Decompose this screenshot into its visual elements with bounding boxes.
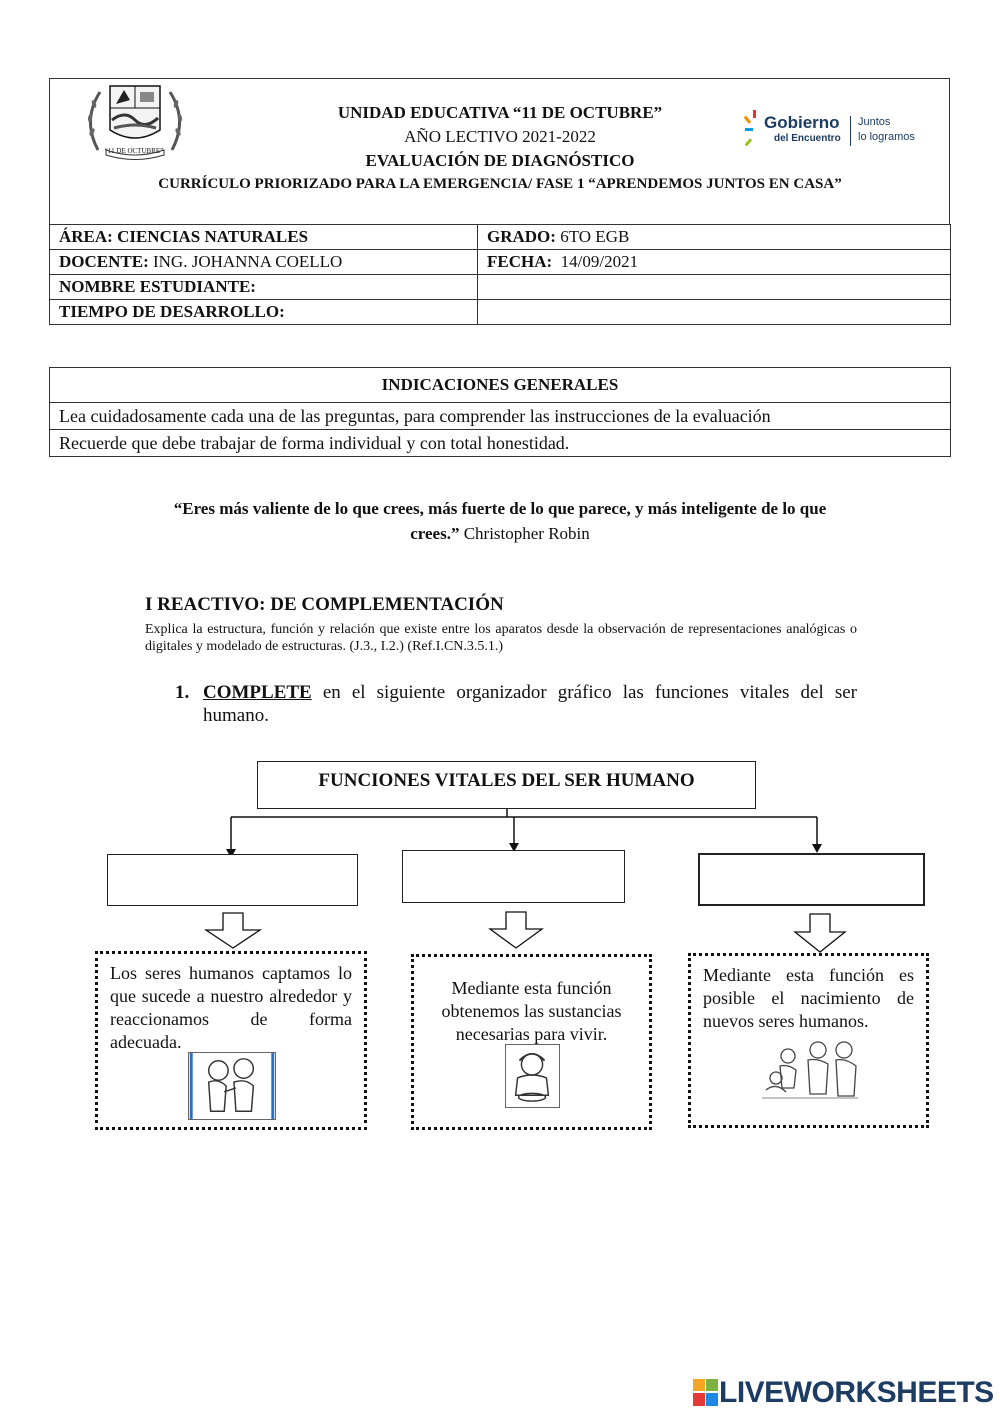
school-year: AÑO LECTIVO 2021-2022 <box>404 127 596 146</box>
answer-input-3[interactable] <box>700 855 923 904</box>
question-number: 1. <box>175 682 190 703</box>
organizer-title: FUNCIONES VITALES DEL SER HUMANO <box>257 761 756 809</box>
section-description: Explica la estructura, función y relación que existe entre los aparatos desde la observación de representaciones analógicas o digitales y modelado de estructuras. (J.3., I.2.) (Ref.I.CN.3.5.1.) <box>145 622 857 654</box>
school-name: UNIDAD EDUCATIVA “11 DE OCTUBRE” <box>337 103 663 122</box>
gobierno-logo-line4: lo logramos <box>858 131 915 143</box>
gobierno-logo-line2: del Encuentro <box>774 133 841 144</box>
description-text-2: Mediante esta función obtenemos las sustancias necesarias para vivir. <box>441 978 622 1044</box>
fecha-label: FECHA: <box>487 252 553 271</box>
answer-box-2[interactable] <box>402 850 625 903</box>
indication-item: Lea cuidadosamente cada una de las preguntas, para comprender las instrucciones de la evaluación <box>50 403 951 430</box>
quote-author: Christopher Robin <box>459 524 590 543</box>
description-text-1: Los seres humanos captamos lo que sucede a nuestro alrededor y reaccionamos de forma adecuada. <box>110 963 352 1052</box>
fecha-value: 14/09/2021 <box>560 252 639 271</box>
question-keyword: COMPLETE <box>203 682 312 703</box>
grado-value: 6TO EGB <box>560 227 630 246</box>
child-eating-icon <box>505 1044 560 1108</box>
school-seal-text: “11 DE OCTUBRE” <box>104 147 164 155</box>
description-text-3: Mediante esta función es posible el nacimiento de nuevos seres humanos. <box>703 965 914 1031</box>
curriculum-title: CURRÍCULO PRIORIZADO PARA LA EMERGENCIA/ FASE 1 “APRENDEMOS JUNTOS EN CASA” <box>158 176 842 192</box>
student-label: NOMBRE ESTUDIANTE: <box>50 275 478 300</box>
arrow-down-icon <box>812 844 822 853</box>
docente-label: DOCENTE: <box>59 252 149 271</box>
time-label: TIEMPO DE DESARROLLO: <box>50 300 478 325</box>
answer-box-3[interactable] <box>698 853 925 906</box>
indications-title: INDICACIONES GENERALES <box>50 368 951 403</box>
answer-box-1[interactable] <box>107 854 358 906</box>
liveworksheets-blocks-icon <box>693 1379 719 1407</box>
hollow-arrow-icon <box>206 913 260 948</box>
indication-item: Recuerde que debe trabajar de forma individual y con total honestidad. <box>50 430 951 457</box>
hollow-arrow-icon <box>490 912 542 948</box>
gobierno-logo-line3: Juntos <box>858 116 891 128</box>
family-icon <box>758 1038 870 1100</box>
hollow-arrow-icon <box>795 914 845 952</box>
liveworksheets-brand: LIVEWORKSHEETS <box>719 1376 994 1409</box>
area-label: ÁREA: CIENCIAS NATURALES <box>50 225 478 250</box>
quote-text-2: crees.” <box>410 524 460 543</box>
question-text: en el siguiente organizador gráfico las funciones vitales del ser humano. <box>203 682 857 726</box>
gobierno-logo-line1: Gobierno <box>764 113 840 132</box>
grado-label: GRADO: <box>487 227 556 246</box>
evaluation-title: EVALUACIÓN DE DIAGNÓSTICO <box>365 151 635 170</box>
liveworksheets-logo <box>693 1376 994 1410</box>
docente-value: ING. JOHANNA COELLO <box>152 252 343 271</box>
quote-text-1: “Eres más valiente de lo que crees, más fuerte de lo que parece, y más inteligente de lo que <box>173 499 827 518</box>
people-talking-icon <box>188 1052 276 1120</box>
answer-input-1[interactable] <box>108 855 357 905</box>
answer-input-2[interactable] <box>403 851 624 902</box>
section-title: I REACTIVO: DE COMPLEMENTACIÓN <box>145 594 504 615</box>
